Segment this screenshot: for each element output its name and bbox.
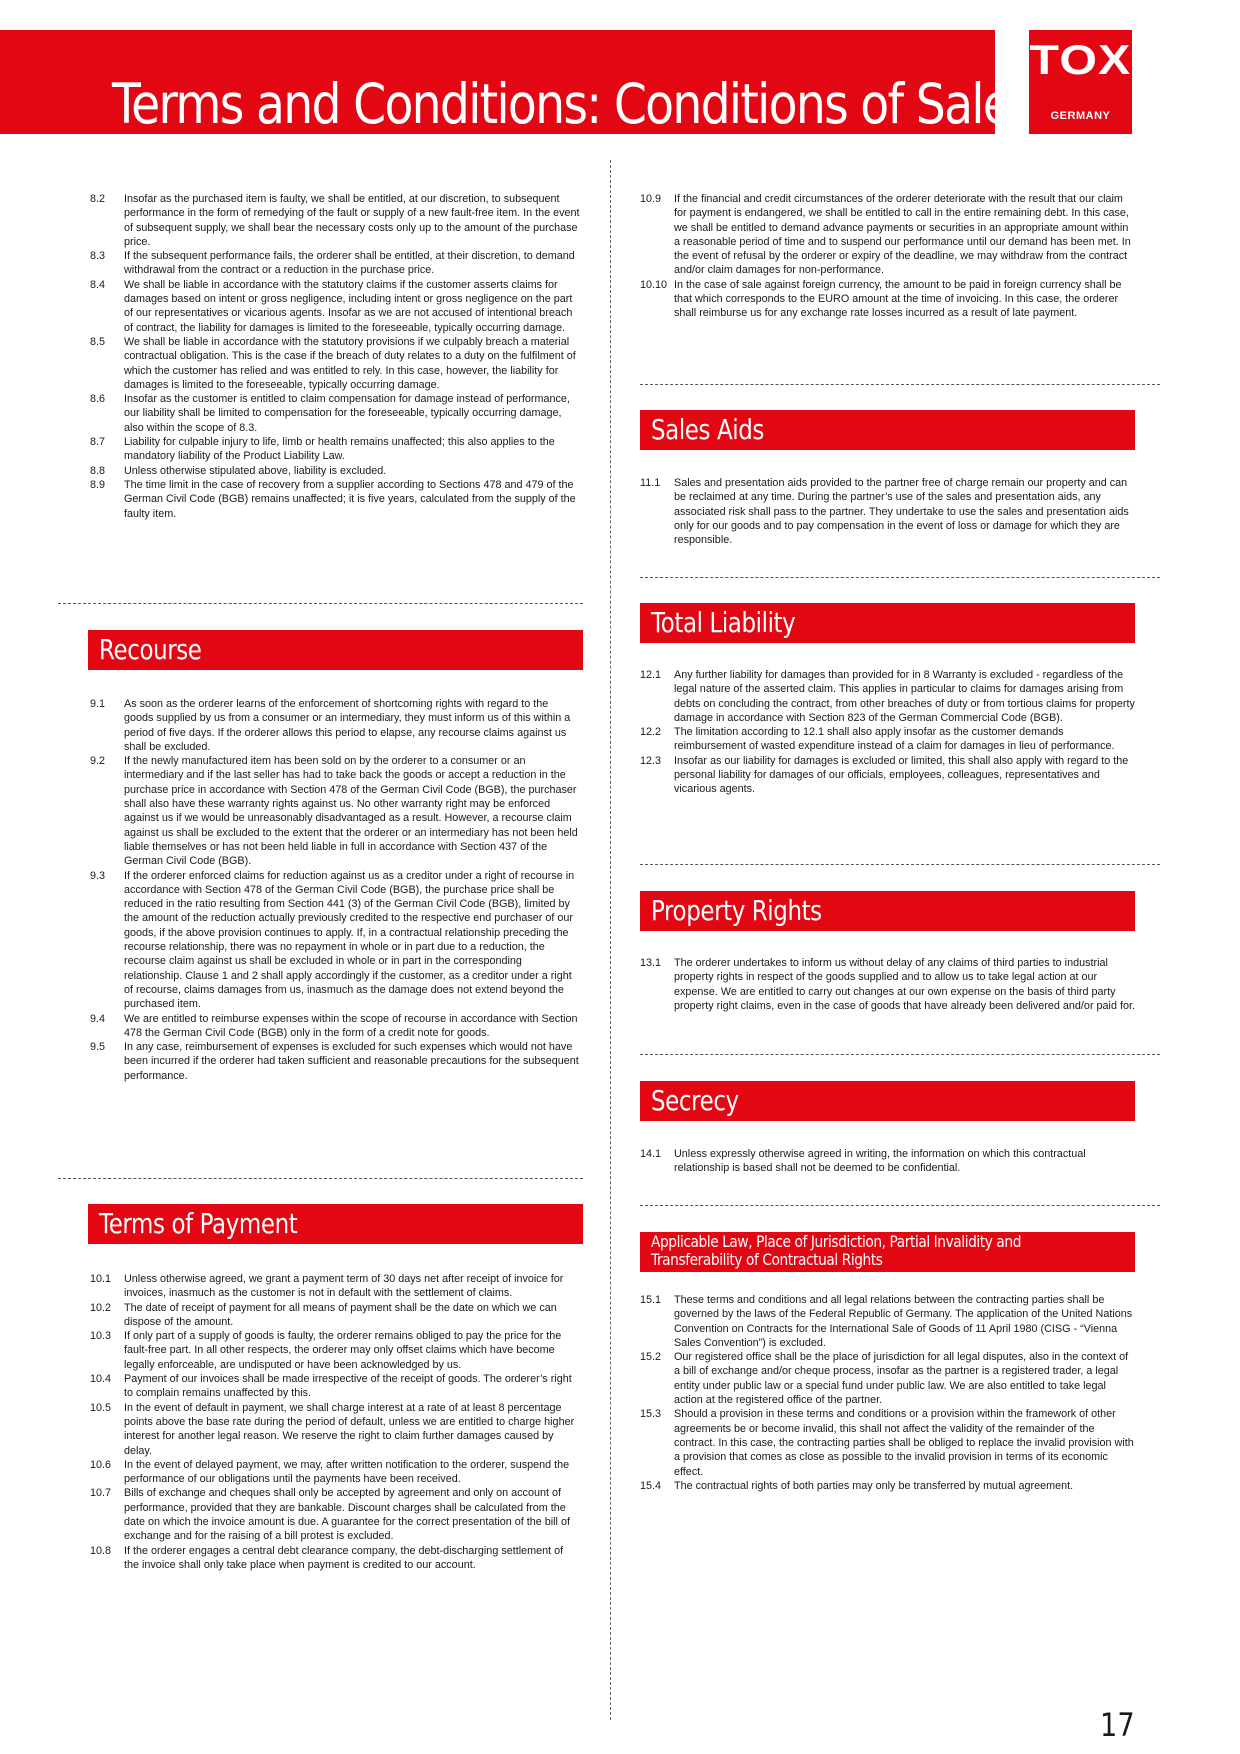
clause-text: In the case of sale against foreign currency, the amount to be paid in foreign currency shall be that which corresponds to the EURO amount at the time of invoicing. In this case, the orderer shall reimburse us for any exchange rate losses incurred as a result of late payment. (674, 278, 1122, 320)
clause-list-sales-aids (640, 476, 1135, 547)
clause-text: Our registered office shall be the place of jurisdiction for all legal disputes, also in the context of a bill of exchange and/or cheque process, insofar as the partner is a registered trader, a legal entity under public law or a special fund under public law. We are also entitled to take legal action at the registered office of the partner. (674, 1351, 1129, 1407)
section-header-recourse (88, 630, 583, 670)
clause-text: If only part of a supply of goods is faulty, the orderer remains obliged to pay the price for the fault-free part. In all other respects, the orderer may only offset claims which have become legally enforceable, are undisputed or have been acknowledged by us. (124, 1330, 562, 1371)
clause-item (640, 278, 1135, 321)
tox-logo (1029, 30, 1132, 134)
section-header-property-rights (640, 891, 1135, 931)
clause-item (90, 478, 580, 521)
clause-text: In any case, reimbursement of expenses is excluded for such expenses which would not have been incurred if the orderer had taken sufficient and reasonable precautions for the subsequent performance. (124, 1041, 579, 1082)
clause-item (90, 1401, 580, 1458)
clause-text: Unless otherwise agreed, we grant a payment term of 30 days net after receipt of invoice for invoices, inasmuch as the customer is not in default with the settlement of claims. (124, 1273, 564, 1300)
clause-text: The limitation according to 12.1 shall also apply insofar as the customer demands reimbursement of wasted expenditure instead of a claim for damages in lieu of performance. (674, 726, 1115, 753)
clause-number: 8.9 (90, 478, 106, 491)
clause-list-secrecy (640, 1147, 1135, 1176)
clause-item (90, 869, 580, 1012)
clause-item (640, 725, 1135, 754)
section-divider (640, 1205, 1160, 1206)
section-title: Terms of Payment (99, 1207, 298, 1240)
section-title: Secrecy (651, 1084, 739, 1117)
page-title: Terms and Conditions: Conditions of Sale (112, 72, 1011, 136)
clause-item (90, 278, 580, 335)
clause-text: Liability for culpable injury to life, limb or health remains unaffected; this also applies to the mandatory liability of the Product Liability Law. (124, 436, 555, 463)
clause-text: If the orderer engages a central debt clearance company, the debt-discharging settlement of the invoice shall only take place when payment is credited to our account. (124, 1544, 564, 1571)
section-header-terms-of-payment (88, 1204, 583, 1244)
clause-number: 8.6 (90, 393, 106, 406)
clause-number: 14.1 (640, 1148, 662, 1160)
clause-text: Bills of exchange and cheques shall only be accepted by agreement and only on account of performance, provided that they are bankable. Discount charges shall be calculated from the date on which the invoice amount is due. A guarantee for the correct presentation of the bill of exchange and for the raising of a bill protest is excluded. (124, 1487, 570, 1543)
clause-text: We shall be liable in accordance with the statutory claims if the customer asserts claims for damages based on intent or gross negligence, including intent or gross negligence on the part of our representatives or vicarious agents. Insofar as we are not accused of intentional breach of contract, the liability for damages is limited to the foreseeable, typically occurring damage. (124, 278, 573, 334)
page-number: 17 (1100, 1706, 1135, 1744)
column-divider (610, 160, 611, 1720)
clause-item (640, 1407, 1135, 1478)
clause-item (90, 1301, 580, 1330)
clause-number: 9.3 (90, 869, 106, 882)
clause-number: 15.2 (640, 1351, 662, 1364)
section-divider (58, 1178, 583, 1179)
clause-item (90, 335, 580, 392)
clause-item (640, 1479, 1135, 1493)
clause-list-total-liability (640, 668, 1135, 797)
clause-number: 8.4 (90, 278, 106, 291)
clause-item (90, 1329, 580, 1372)
clause-number: 8.7 (90, 436, 106, 449)
clause-text: Should a provision in these terms and conditions or a provision within the framework of other agreements be or become invalid, this shall not affect the validity of the remainder of the contract. In this case, the contracting parties shall be obliged to replace the invalid provision with a provision that comes as close as possible to the invalid provision in terms of its economic effect. (674, 1408, 1134, 1478)
clause-number: 15.1 (640, 1294, 662, 1306)
clause-text: Insofar as our liability for damages is excluded or limited, this shall also apply with regard to the personal liability for damages of our officials, employees, colleagues, representatives and vicarious agents. (674, 754, 1129, 796)
clause-text: The time limit in the case of recovery from a supplier according to Sections 478 and 479 of the German Civil Code (BGB) remains unaffected; it is five years, calculated from the supply of the faulty item. (124, 478, 576, 520)
clause-number: 9.1 (90, 698, 106, 710)
clause-number: 8.2 (90, 193, 106, 205)
clause-item (640, 1293, 1135, 1350)
clause-text: We shall be liable in accordance with the statutory provisions if we culpably breach a material contractual obligation. This is the case if the breach of duty relates to a duty on the fulfilment of which the customer has relied and was entitled to rely. In this case, however, the liability for damages is limited to the foreseeable, typically occurring damage. (124, 335, 576, 391)
clause-list-warranty (90, 192, 580, 521)
clause-item (90, 1012, 580, 1041)
clause-text: The date of receipt of payment for all means of payment shall be the date on which we can dispose of the amount. (124, 1301, 557, 1328)
clause-text: Sales and presentation aids provided to the partner free of charge remain our property and can be reclaimed at any time. During the partner’s use of the sales and presentation aids, any associated risk shall pass to the partner. They undertake to use the sales and presentation aids only for our goods and to pay compensation in the event of loss or damage for which they are responsible. (674, 477, 1129, 547)
clause-text: Payment of our invoices shall be made irrespective of the receipt of goods. The orderer’s right to complain remains unaffected by this. (124, 1373, 572, 1400)
clause-number: 10.3 (90, 1330, 112, 1343)
clause-text: The orderer undertakes to inform us without delay of any claims of third parties to industrial property rights in respect of the goods supplied and to allow us to take legal action at our expense. We are entitled to carry out changes at our own expense on the basis of third party property right claims, even in the case of goods that have already been delivered and/or paid for. (674, 957, 1135, 1012)
clause-number: 10.8 (90, 1544, 112, 1557)
section-title: Applicable Law, Place of Jurisdiction, Partial Invalidity and Transferability of Contractual Rights (651, 1232, 1022, 1269)
clause-number: 12.1 (640, 669, 662, 681)
section-title: Recourse (99, 633, 202, 666)
clause-list-recourse (90, 697, 580, 1083)
section-title: Property Rights (651, 894, 822, 927)
clause-text: Insofar as the purchased item is faulty, we shall be entitled, at our discretion, to subsequent performance in the form of remedying of the fault or supply of a new fault-free item. In the event of subsequent supply, we shall bear the necessary costs only up to the amount of the purchase price. (124, 193, 580, 248)
clause-item (640, 476, 1135, 547)
clause-item (90, 249, 580, 278)
clause-item (640, 668, 1135, 725)
clause-text: Unless expressly otherwise agreed in writing, the information on which this contractual relationship is based shall not be deemed to be confidential. (674, 1148, 1086, 1175)
clause-number: 13.1 (640, 957, 662, 969)
section-divider (58, 603, 583, 604)
clause-number: 10.10 (640, 278, 668, 291)
section-header-applicable-law (640, 1232, 1135, 1272)
clause-number: 9.2 (90, 755, 106, 768)
clause-item (640, 956, 1135, 1013)
clause-number: 10.1 (90, 1273, 112, 1285)
clause-number: 10.4 (90, 1373, 112, 1386)
clause-item (90, 1040, 580, 1083)
clause-item (90, 1272, 580, 1301)
section-header-secrecy (640, 1081, 1135, 1121)
logo-wordmark: TOX (1029, 36, 1132, 83)
clause-text: If the subsequent performance fails, the orderer shall be entitled, at their discretion, to demand withdrawal from the contract or a reduction in the purchase price. (124, 250, 575, 277)
section-header-total-liability (640, 603, 1135, 643)
clause-text: Insofar as the customer is entitled to claim compensation for damage instead of performance, our liability shall be limited to compensation for the foreseeable, typically occurring damage, also within the scope of 8.3. (124, 393, 570, 434)
clause-number: 10.5 (90, 1401, 112, 1414)
clause-item (90, 1458, 580, 1487)
clause-number: 8.3 (90, 250, 106, 263)
clause-item (90, 1544, 580, 1573)
clause-number: 12.2 (640, 726, 662, 739)
clause-text: In the event of default in payment, we shall charge interest at a rate of at least 8 percentage points above the base rate during the period of default, unless we are entitled to charge higher interest for another legal reason. We reserve the right to claim further damages caused by delay. (124, 1401, 575, 1457)
clause-item (90, 1372, 580, 1401)
clause-text: If the financial and credit circumstances of the orderer deteriorate with the result that our claim for payment is endangered, we shall be entitled to call in the entire remaining debt. In this case, we shall be entitled to demand advance payments or securities in an appropriate amount within a reasonable period of time and to suspend our performance until our demand has been met. In the event of refusal by the orderer or expiry of the deadline, we may withdraw from the contract and/or claim damages for non-performance. (674, 193, 1131, 277)
clause-item (640, 1350, 1135, 1407)
clause-text: As soon as the orderer learns of the enforcement of shortcoming rights with regard to the goods supplied by us from a consumer or an intermediary, they must inform us of this within a period of five days. If the orderer allows this period to elapse, any recourse claims against us shall be excluded. (124, 698, 571, 753)
clause-text: If the newly manufactured item has been sold on by the orderer to a consumer or an intermediary and if the last seller has had to take back the goods or accept a reduction in the purchase price in accordance with Section 478 of the German Civil Code (BGB), the purchaser shall also have these warranty rights against us. No other warranty right may be enforced against us if we would be unreasonably disadvantaged as a result. However, a recourse claim against us shall be excluded to the extent that the orderer or an intermediary has not been held liable themselves or has not been held liable in full in accordance with Section 437 of the German Civil Code (BGB). (124, 755, 578, 868)
clause-text: These terms and conditions and all legal relations between the contracting parties shall be governed by the laws of the Federal Republic of Germany. The application of the United Nations Convention on Contracts for the International Sale of Goods of 11 April 1980 (CISG - “Vienna Sales Convention”) is excluded. (674, 1294, 1133, 1349)
clause-item (90, 697, 580, 754)
logo-subtitle: GERMANY (1050, 110, 1111, 122)
clause-item (90, 192, 580, 249)
clause-number: 15.4 (640, 1479, 662, 1492)
clause-item (90, 1486, 580, 1543)
clause-number: 10.7 (90, 1487, 112, 1500)
clause-number: 10.6 (90, 1458, 112, 1471)
clause-number: 11.1 (640, 477, 661, 489)
clause-number: 10.9 (640, 193, 662, 205)
clause-text: Any further liability for damages than provided for in 8 Warranty is excluded - regardless of the legal nature of the asserted claim. This applies in particular to claims for damages arising from debts on concluding the contract, from other breaches of duty or from tortious claims for property damage in accordance with Section 823 of the German Commercial Code (BGB). (674, 669, 1135, 724)
section-header-sales-aids (640, 410, 1135, 450)
clause-item (640, 192, 1135, 278)
clause-number: 10.2 (90, 1301, 112, 1314)
clause-text: In the event of delayed payment, we may, after written notification to the orderer, suspend the performance of our obligations until the payments have been received. (124, 1458, 570, 1486)
clause-number: 12.3 (640, 754, 662, 767)
section-divider (640, 384, 1160, 385)
clause-text: We are entitled to reimburse expenses within the scope of recourse in accordance with Section 478 the German Civil Code (BGB) only in the form of a credit note for goods. (124, 1012, 578, 1039)
section-divider (640, 577, 1160, 578)
clause-number: 9.5 (90, 1041, 106, 1054)
clause-item (90, 754, 580, 868)
clause-number: 8.5 (90, 335, 106, 348)
section-title: Total Liability (651, 606, 796, 639)
clause-item (640, 1147, 1135, 1176)
clause-text: If the orderer enforced claims for reduction against us as a creditor under a right of recourse in accordance with Section 478 of the German Civil Code (BGB), the purchase price shall be reduced in the ratio resulting from Section 441 (3) of the German Civil Code (BGB), limited by the amount of the reduction actually previously credited to the respective end purchaser of our goods, if the above provision continues to apply. If, in a contractual relationship preceding the recourse relationship, there was no repayment in whole or in part due to a reduction, the recourse claim against us shall be excluded in whole or in part in the corresponding relationship. Clause 1 and 2 shall apply accordingly if the customer, as a creditor under a right of recourse, claims damages from us, inasmuch as the damage does not extend beyond the purchased item. (124, 869, 575, 1011)
section-divider (640, 1054, 1160, 1055)
clause-text: Unless otherwise stipulated above, liability is excluded. (124, 464, 387, 477)
title-banner (0, 30, 1011, 136)
clause-item (90, 392, 580, 435)
clause-number: 15.3 (640, 1408, 662, 1421)
section-divider (640, 864, 1160, 865)
clause-list-property-rights (640, 956, 1135, 1013)
clause-number: 8.8 (90, 464, 106, 477)
clause-item (640, 754, 1135, 797)
clause-list-payment (90, 1272, 580, 1572)
clause-list-payment-continued (640, 192, 1135, 321)
section-title: Sales Aids (651, 413, 764, 446)
clause-number: 9.4 (90, 1012, 106, 1025)
clause-list-applicable-law (640, 1293, 1135, 1493)
clause-text: The contractual rights of both parties may only be transferred by mutual agreement. (674, 1479, 1074, 1492)
clause-item (90, 435, 580, 464)
clause-item (90, 464, 580, 478)
